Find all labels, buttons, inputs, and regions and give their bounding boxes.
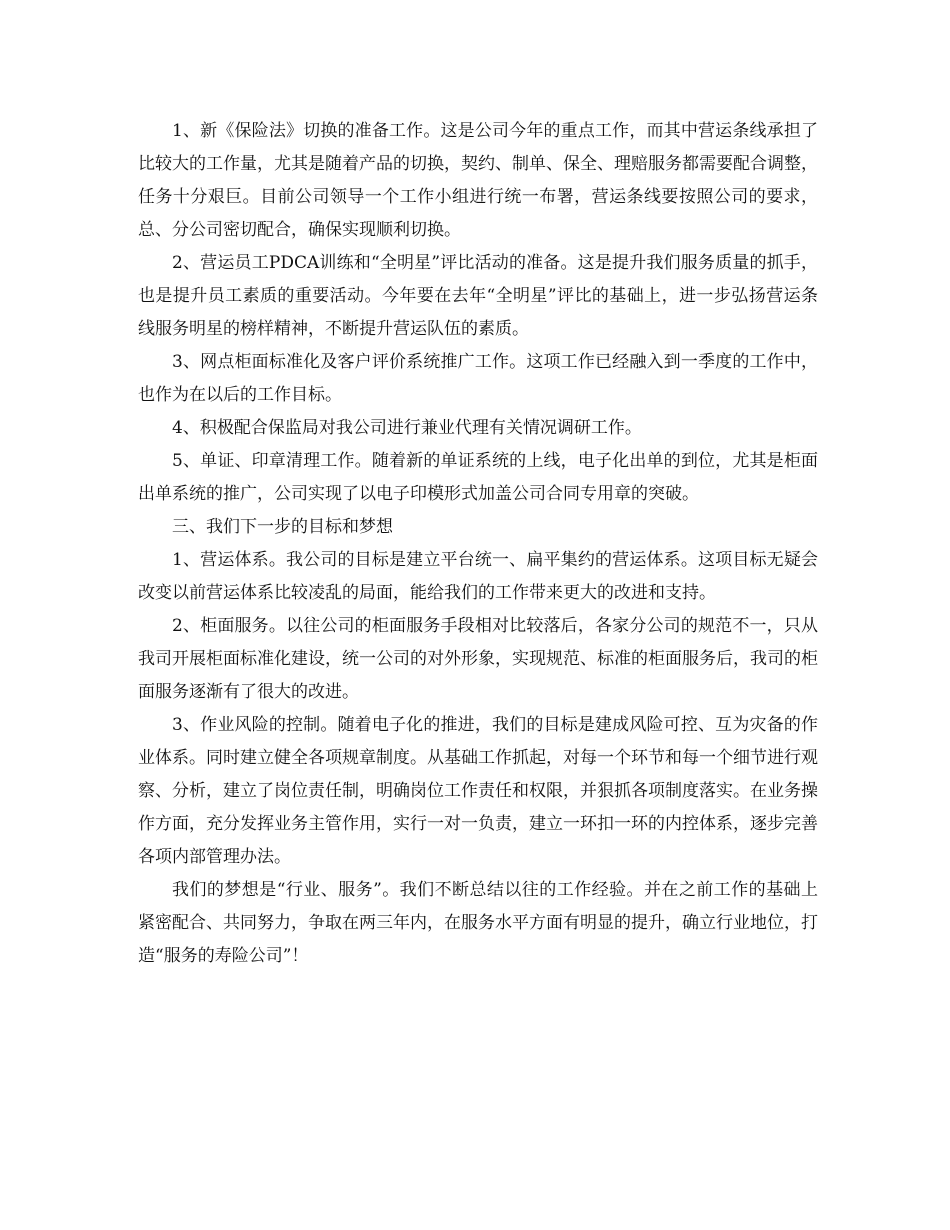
paragraph-task-2: 2、营运员工PDCA训练和“全明星”评比活动的准备。这是提升我们服务质量的抓手，也是提升员工素质的重要活动。今年要在去年“全明星”评比的基础上，进一步弘扬营运条线服务明星的榜样精神，不断提升营运队伍的素质。 [138,253,818,339]
paragraph-task-4: 4、积极配合保监局对我公司进行兼业代理有关情况调研工作。 [172,418,642,438]
paragraph-goal-3: 3、作业风险的控制。随着电子化的推进，我们的目标是建成风险可控、互为灾备的作业体系。同时建立健全各项规章制度。从基础工作抓起，对每一个环节和每一个细节进行观察、分析，建立了岗位责任制，明确岗位工作责任和权限，并狠抓各项制度落实。在业务操作方面，充分发挥业务主管作用，实行一对一负责，建立一环扣一环的内控体系，逐步完善各项内部管理办法。 [138,715,818,867]
section-heading-goals: 三、我们下一步的目标和梦想 [172,517,393,537]
paragraph-goal-1: 1、营运体系。我公司的目标是建立平台统一、扁平集约的营运体系。这项目标无疑会改变以前营运体系比较凌乱的局面，能给我们的工作带来更大的改进和支持。 [138,550,818,603]
paragraph-task-1: 1、新《保险法》切换的准备工作。这是公司今年的重点工作，而其中营运条线承担了比较大的工作量，尤其是随着产品的切换，契约、制单、保全、理赔服务都需要配合调整，任务十分艰巨。目前公司领导一个工作小组进行统一布署，营运条线要按照公司的要求，总、分公司密切配合，确保实现顺利切换。 [138,121,818,240]
paragraph-dream: 我们的梦想是“行业、服务”。我们不断总结以往的工作经验。并在之前工作的基础上紧密配合、共同努力，争取在两三年内，在服务水平方面有明显的提升，确立行业地位，打造“服务的寿险公司”！ [138,880,818,966]
paragraph-task-3: 3、网点柜面标准化及客户评价系统推广工作。这项工作已经融入到一季度的工作中，也作为在以后的工作目标。 [138,352,818,405]
paragraph-goal-2: 2、柜面服务。以往公司的柜面服务手段相对比较落后，各家分公司的规范不一，只从我司开展柜面标准化建设，统一公司的对外形象，实现规范、标准的柜面服务后，我司的柜面服务逐渐有了很大的改进。 [138,616,818,702]
paragraph-task-5: 5、单证、印章清理工作。随着新的单证系统的上线，电子化出单的到位，尤其是柜面出单系统的推广，公司实现了以电子印模形式加盖公司合同专用章的突破。 [138,451,818,504]
document-body [138,115,818,973]
